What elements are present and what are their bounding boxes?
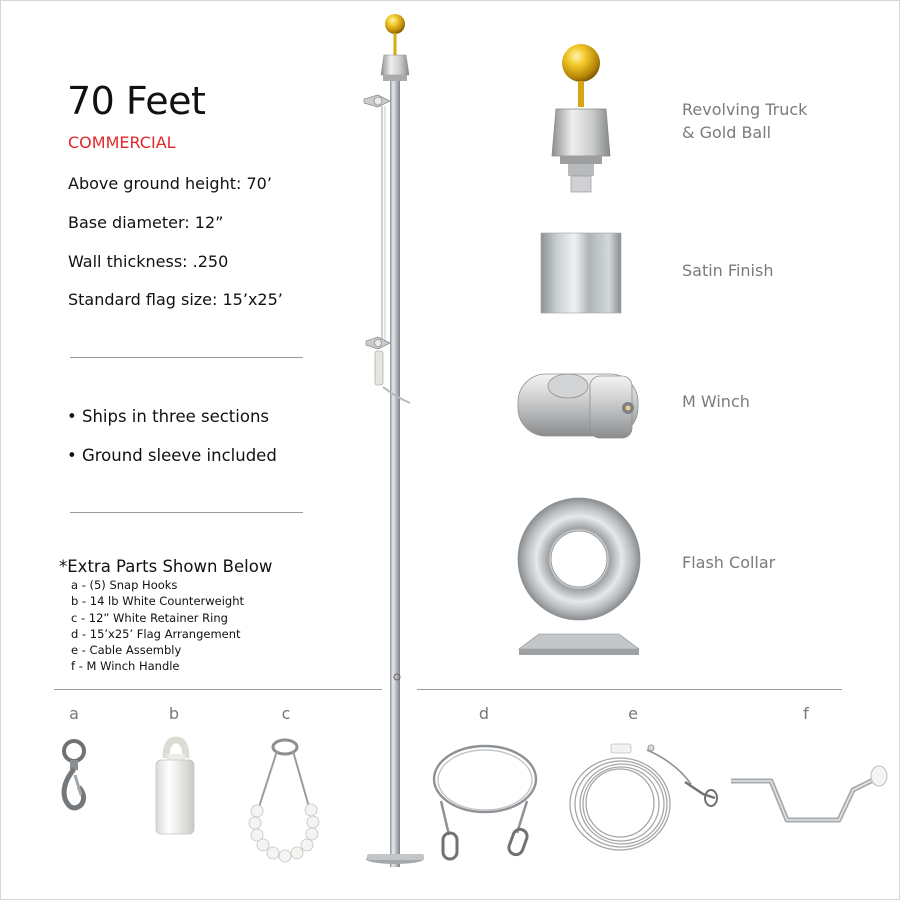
- extras-list: [71, 578, 244, 676]
- cable-assembly-coil-icon: [565, 736, 725, 856]
- extras-item-f: f - M Winch Handle: [71, 659, 180, 674]
- extras-item-b: b - 14 lb White Counterweight: [71, 594, 245, 609]
- feature-label-truck-line2: & Gold Ball: [682, 123, 772, 142]
- feature-label-truck: [682, 98, 807, 144]
- flash-collar-icon: [517, 497, 642, 662]
- counterweight-icon: [151, 736, 201, 839]
- part-letter-d: d: [478, 704, 490, 723]
- spec-base-diameter: Base diameter: 12”: [68, 213, 224, 232]
- gold-ball-icon: [385, 14, 405, 34]
- spec-flag-size: Standard flag size: 15’x25’: [68, 290, 283, 309]
- extras-heading: *Extra Parts Shown Below: [59, 557, 273, 576]
- satin-finish-swatch-icon: [541, 233, 621, 313]
- m-winch-icon: [516, 368, 646, 448]
- revolving-truck-gold-ball-icon: [546, 39, 616, 199]
- parts-divider-right: [417, 689, 842, 690]
- feature-label-collar: Flash Collar: [682, 553, 776, 572]
- spec-height: Above ground height: 70’: [68, 174, 272, 193]
- bullet-ships-sections: • Ships in three sections: [67, 407, 270, 426]
- feature-label-winch: M Winch: [682, 392, 750, 411]
- winch-handle-icon: [729, 764, 895, 828]
- truck-icon: [381, 55, 409, 75]
- extras-item-d: d - 15’x25’ Flag Arrangement: [71, 626, 241, 641]
- part-letter-b: b: [168, 704, 180, 723]
- part-letter-f: f: [803, 704, 809, 723]
- extras-item-e: e - Cable Assembly: [71, 643, 182, 658]
- product-title: 70 Feet: [67, 79, 206, 123]
- pole-shaft: [390, 81, 400, 867]
- extras-item-c: c - 12” White Retainer Ring: [71, 610, 228, 625]
- divider-top: [70, 357, 303, 358]
- part-letter-e: e: [628, 704, 638, 723]
- extras-item-a: a - (5) Snap Hooks: [71, 578, 178, 592]
- feature-label-satin: Satin Finish: [682, 261, 774, 280]
- flagpole-image: [356, 11, 436, 871]
- spec-wall-thickness: Wall thickness: .250: [68, 252, 229, 271]
- parts-divider-left: [54, 689, 382, 690]
- divider-bottom: [70, 512, 303, 513]
- part-letter-a: a: [69, 704, 79, 723]
- flag-arrangement-cable-icon: [429, 737, 541, 861]
- part-letter-c: c: [281, 704, 291, 723]
- bullet-ground-sleeve: • Ground sleeve included: [67, 446, 277, 465]
- retainer-ring-icon: [247, 737, 321, 867]
- snap-hook-icon: [57, 739, 93, 817]
- product-category: COMMERCIAL: [68, 133, 176, 152]
- feature-label-truck-line1: Revolving Truck: [682, 100, 808, 119]
